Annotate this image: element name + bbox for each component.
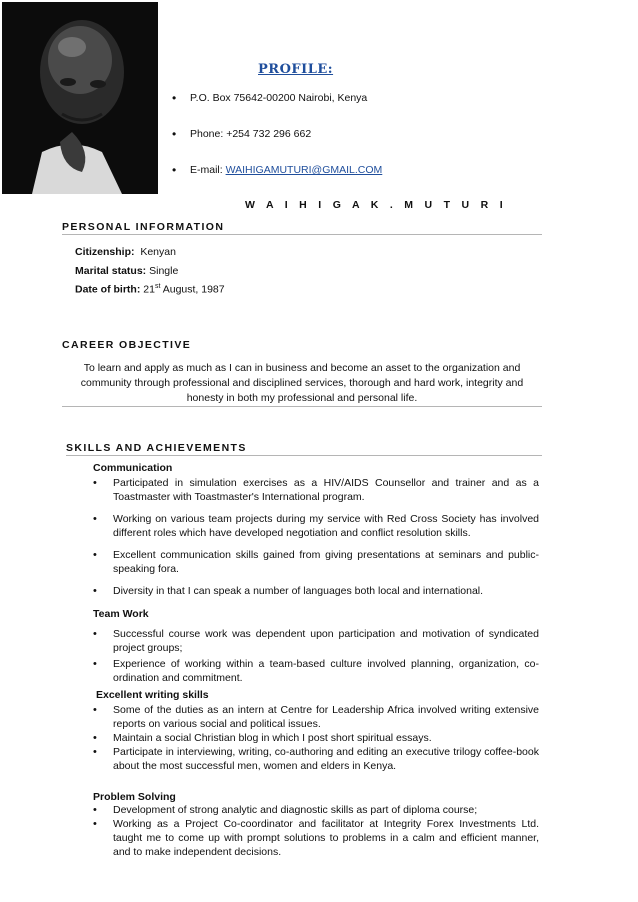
dob-rest: August, 1987 xyxy=(160,283,225,296)
section-divider xyxy=(62,234,542,235)
list-item: • Diversity in that I can speak a number of languages both local and international. xyxy=(93,584,539,598)
problem-solving-list xyxy=(93,803,539,859)
writing-list xyxy=(93,703,539,773)
list-item: • Excellent communication skills gained from giving presentations at seminars and public-speaking fora. xyxy=(93,548,539,576)
citizenship-label: Citizenship: xyxy=(75,246,135,258)
list-item: • Participated in simulation exercises as a HIV/AIDS Counsellor and trainer and as a Toastmaster with Toastmaster's International program. xyxy=(93,476,539,504)
profile-photo xyxy=(2,2,158,194)
problem-solving-heading: Problem Solving xyxy=(93,791,176,803)
address-item xyxy=(172,92,382,128)
list-item: • Working on various team projects during my service with Red Cross Society has involved different roles which have developed negotiation and conflict resolution skills. xyxy=(93,512,539,540)
email-item xyxy=(172,164,382,200)
teamwork-list xyxy=(93,627,539,685)
dob-day: 21 xyxy=(143,283,155,296)
writing-heading: Excellent writing skills xyxy=(96,689,209,701)
citizenship-value: Kenyan xyxy=(140,246,176,258)
contact-list xyxy=(172,92,382,200)
section-divider xyxy=(66,455,542,456)
skills-heading: SKILLS AND ACHIEVEMENTS xyxy=(66,442,247,454)
section-divider xyxy=(62,406,542,407)
list-item: • Development of strong analytic and diagnostic skills as part of diploma course; xyxy=(93,803,539,817)
citizenship-field xyxy=(75,246,176,258)
email-link[interactable]: WAIHIGAMUTURI@GMAIL.COM xyxy=(225,164,383,176)
address-text: P.O. Box 75642-00200 Nairobi, Kenya xyxy=(190,92,368,104)
list-item: • Maintain a social Christian blog in which I post short spiritual essays. xyxy=(93,731,539,745)
communication-heading: Communication xyxy=(93,462,173,474)
dob-field xyxy=(75,283,225,296)
list-item: • Working as a Project Co-coordinator and facilitator at Integrity Forex Investments Ltd. taught me to come up with prompt solutions to problems in a calm and efficient manner, and to make independent decisions. xyxy=(93,817,539,859)
list-item: • Participate in interviewing, writing, co-authoring and editing an executive trilogy coffee-book about the most successful men, women and elders in Kenya. xyxy=(93,745,539,773)
dob-label: Date of birth: xyxy=(75,283,141,296)
profile-title: PROFILE: xyxy=(258,62,334,77)
list-item: • Experience of working within a team-based culture involved planning, organization, co-ordination and commitment. xyxy=(93,657,539,685)
teamwork-heading: Team Work xyxy=(93,608,149,620)
marital-field xyxy=(75,265,178,277)
communication-list xyxy=(93,476,539,598)
career-objective-heading: CAREER OBJECTIVE xyxy=(62,339,192,351)
email-label: E-mail: xyxy=(190,164,226,176)
list-item: • Successful course work was dependent upon participation and motivation of syndicated project groups; xyxy=(93,627,539,655)
phone-text: Phone: +254 732 296 662 xyxy=(190,128,312,140)
list-item: • Some of the duties as an intern at Centre for Leadership Africa involved writing extensive reports on various social and political issues. xyxy=(93,703,539,731)
marital-label: Marital status: xyxy=(75,265,147,277)
portrait-image xyxy=(2,2,158,194)
career-objective-text: To learn and apply as much as I can in business and become an asset to the organization and community through professional and disciplined services, thorough and hard work, integrity and honesty in both my professional and personal life. xyxy=(80,362,524,404)
personal-info-heading: PERSONAL INFORMATION xyxy=(62,221,225,233)
phone-item xyxy=(172,128,382,164)
full-name: W A I H I G A K . M U T U R I xyxy=(245,199,507,211)
marital-value: Single xyxy=(149,265,179,277)
dob-suffix: st xyxy=(154,283,161,290)
